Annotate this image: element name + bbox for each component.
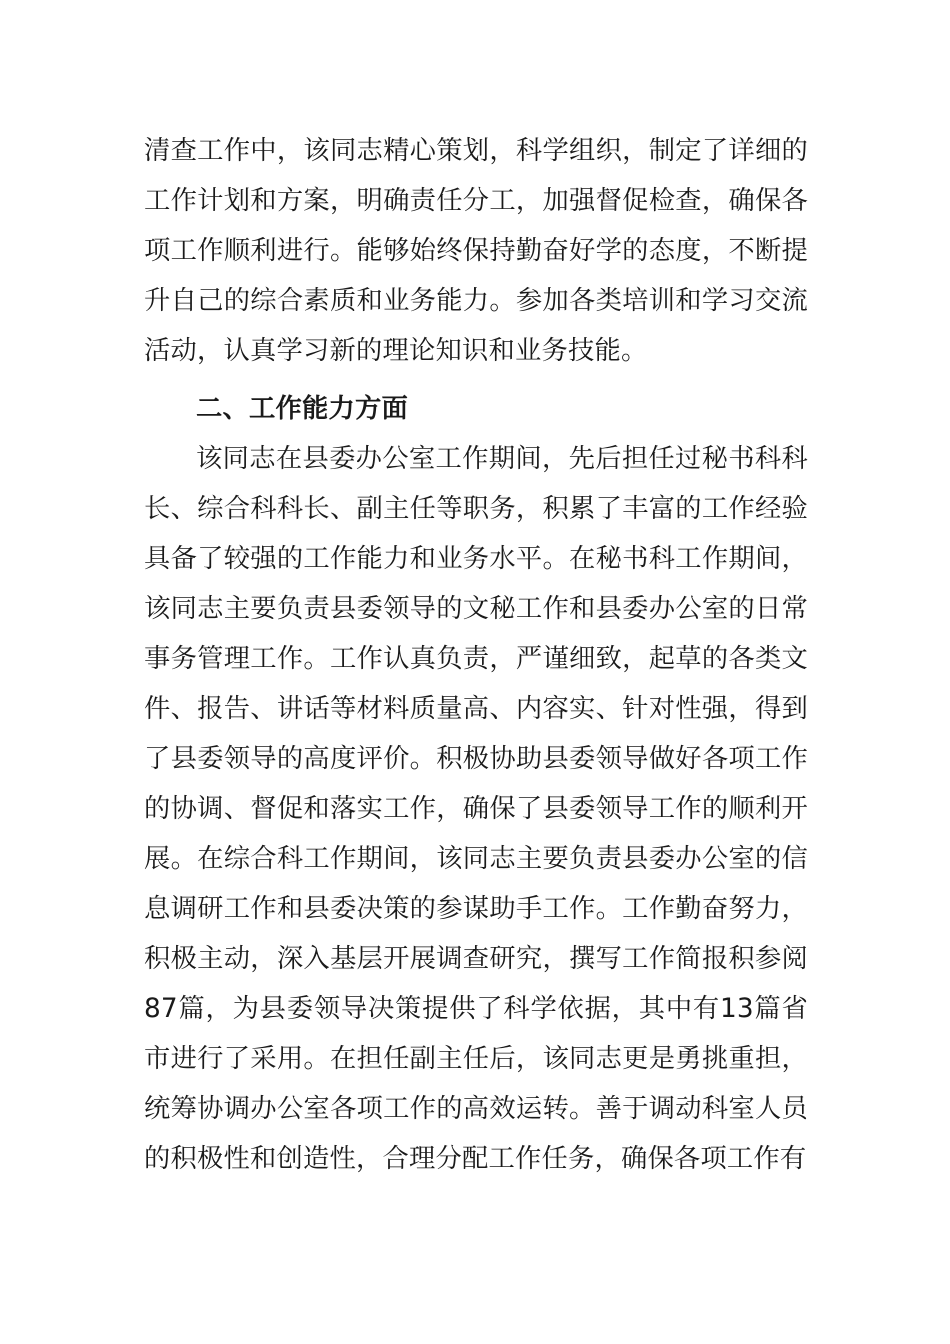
section-heading: 二、工作能力方面 [196, 394, 408, 424]
paragraph-work-ability: 该同志在县委办公室工作期间，先后担任过秘书科科长、综合科科长、副主任等职务，积累了丰富的工作经验具备了较强的工作能力和业务水平。在秘书科工作期间，该同志主要负责县委领导的文秘工作和县委办公室的日常事务管理工作。工作认真负责，严谨细致，起草的各类文件、报告、讲话等材料质量高、内容实、针对性强，得到了县委领导的高度评价。积极协助县委领导做好各项工作的协调、督促和落实工作，确保了县委领导工作的顺利开展。在综合科工作期间，该同志主要负责县委办公室的信息调研工作和县委决策的参谋助手工作。工作勤奋努力，积极主动，深入基层开展调查研究，撰写工作简报积参阅87篇，为县委领导决策提供了科学依据，其中有13篇省市进行了采用。在担任副主任后，该同志更是勇挑重担，统筹协调办公室各项工作的高效运转。善于调动科室人员的积极性和创造性，合理分配工作任务，确保各项工作有 [144, 444, 808, 1174]
paragraph-continued: 清查工作中，该同志精心策划，科学组织，制定了详细的工作计划和方案，明确责任分工，加强督促检查，确保各项工作顺利进行。能够始终保持勤奋好学的态度，不断提升自己的综合素质和业务能力。参加各类培训和学习交流活动，认真学习新的理论知识和业务技能。 [144, 136, 808, 366]
document-body [144, 126, 808, 1184]
